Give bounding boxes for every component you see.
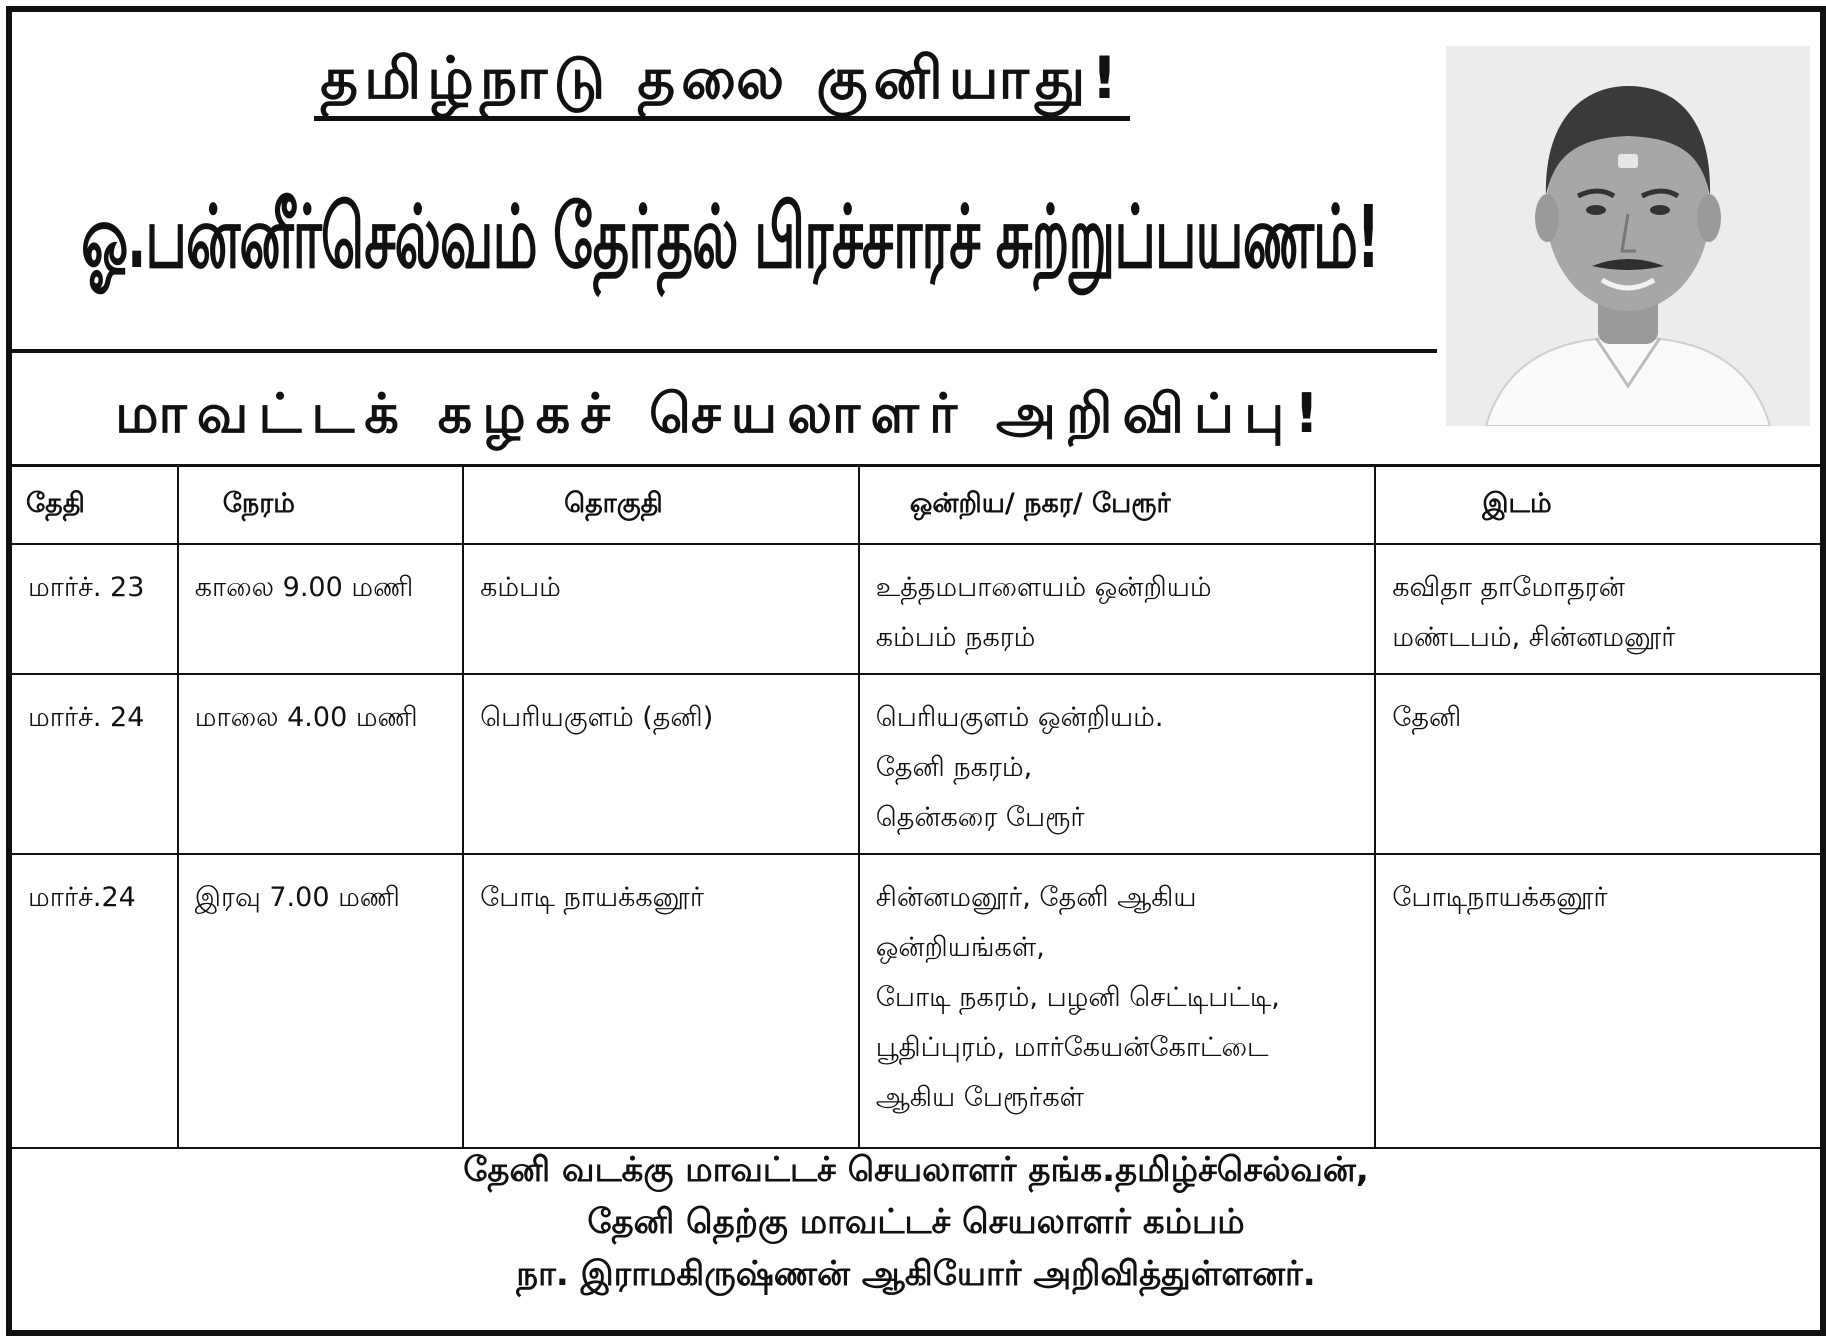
- cell-constituency: போடி நாயக்கனூர்: [463, 854, 859, 1148]
- slogan-text: தமிழ்நாடு தலை குனியாது!: [314, 44, 1129, 121]
- cell-date: மார்ச்.24: [12, 854, 178, 1148]
- schedule-table: [12, 467, 1820, 1149]
- cell-time: மாலை 4.00 மணி: [178, 674, 463, 854]
- area-line: ஆகிய பேரூர்கள்: [875, 1082, 1085, 1113]
- slogan: [12, 38, 1432, 118]
- footer-line: நா. இராமகிருஷ்ணன் ஆகியோர் அறிவித்துள்ளனர்.: [516, 1254, 1316, 1294]
- cell-venue: [1375, 544, 1820, 674]
- advertisement-frame: [6, 6, 1826, 1336]
- headline: ஓ.பன்னீர்செல்வம் தேர்தல் பிரச்சாரச் சுற்றுப்பயணம்!: [81, 187, 1379, 289]
- area-line: கம்பம் நகரம்: [875, 622, 1036, 653]
- header-areas: ஒன்றிய/ நகர/ பேரூர்: [859, 467, 1375, 544]
- cell-date: மார்ச். 24: [12, 674, 178, 854]
- table-row: [12, 674, 1820, 854]
- cell-areas: [859, 674, 1375, 854]
- venue-line: தேனி: [1392, 702, 1462, 733]
- portrait-illustration: [1446, 46, 1810, 426]
- header-time: நேரம்: [178, 467, 463, 544]
- area-line: சின்னமனூர், தேனி ஆகிய: [875, 882, 1197, 913]
- subtitle: மாவட்டக் கழகச் செயலாளர் அறிவிப்பு!: [115, 382, 1329, 445]
- area-line: போடி நகரம், பழனி செட்டிபட்டி,: [875, 982, 1280, 1013]
- area-line: தென்கரை பேரூர்: [875, 802, 1085, 833]
- header-date: தேதி: [12, 467, 178, 544]
- cell-areas: [859, 854, 1375, 1148]
- cell-constituency: பெரியகுளம் (தனி): [463, 674, 859, 854]
- header: [12, 12, 1820, 467]
- venue-line: மண்டபம், சின்னமனூர்: [1392, 622, 1676, 653]
- cell-date: மார்ச். 23: [12, 544, 178, 674]
- cell-constituency: கம்பம்: [463, 544, 859, 674]
- area-line: தேனி நகரம்,: [875, 752, 1033, 783]
- venue-line: கவிதா தாமோதரன்: [1392, 572, 1625, 603]
- cell-time: காலை 9.00 மணி: [178, 544, 463, 674]
- cell-areas: [859, 544, 1375, 674]
- cell-time: இரவு 7.00 மணி: [178, 854, 463, 1148]
- table-row: [12, 854, 1820, 1148]
- cell-venue: [1375, 674, 1820, 854]
- area-line: பூதிப்புரம், மார்கேயன்கோட்டை: [875, 1032, 1269, 1063]
- portrait-photo: [1446, 46, 1810, 426]
- area-line: ஒன்றியங்கள்,: [875, 932, 1045, 963]
- footer-line: தேனி வடக்கு மாவட்டச் செயலாளர் தங்க.தமிழ்ச்செல்வன்,: [463, 1150, 1369, 1190]
- footer-line: தேனி தெற்கு மாவட்டச் செயலாளர் கம்பம்: [587, 1202, 1245, 1242]
- cell-venue: [1375, 854, 1820, 1148]
- footer-announcement: [12, 1144, 1820, 1300]
- header-constituency: தொகுதி: [463, 467, 859, 544]
- area-line: உத்தமபாளையம் ஒன்றியம்: [875, 572, 1212, 603]
- table-header-row: [12, 467, 1820, 544]
- table-row: [12, 544, 1820, 674]
- area-line: பெரியகுளம் ஒன்றியம்.: [875, 702, 1164, 733]
- headline-divider: [12, 349, 1437, 353]
- venue-line: போடிநாயக்கனூர்: [1392, 882, 1608, 913]
- header-venue: இடம்: [1375, 467, 1820, 544]
